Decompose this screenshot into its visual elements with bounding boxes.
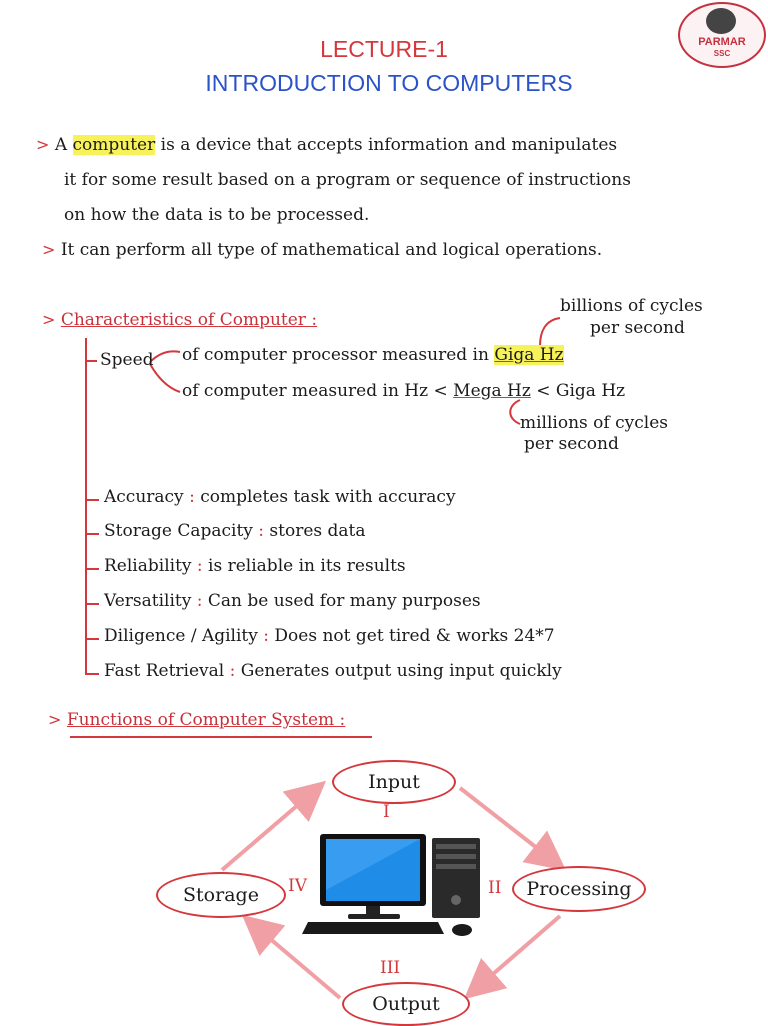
node-input: Input <box>332 760 456 804</box>
lecture-number: LECTURE-1 <box>320 36 448 62</box>
logo-subtext: SSC <box>713 49 731 58</box>
tree-branch <box>85 673 99 675</box>
bullet-arrow-icon: > <box>48 710 62 729</box>
characteristic-item: Fast Retrieval : Generates output using input quickly <box>104 661 562 681</box>
page-title: INTRODUCTION TO COMPUTERS <box>205 70 573 96</box>
bullet-arrow-icon: > <box>36 135 50 154</box>
speed-line-1: of computer processor measured in Giga Hz <box>182 345 564 365</box>
bullet-arrow-icon: > <box>42 240 56 259</box>
characteristic-item: Reliability : is reliable in its results <box>104 556 406 576</box>
intro-line-4: > It can perform all type of mathematical and logical operations. <box>42 240 603 260</box>
desktop-computer-icon <box>300 830 490 942</box>
roman-iii: III <box>380 958 401 978</box>
logo-text: PARMAR <box>698 36 746 48</box>
characteristic-item: Storage Capacity : stores data <box>104 521 366 541</box>
characteristics-heading: > Characteristics of Computer : <box>42 310 318 330</box>
node-processing: Processing <box>512 866 646 912</box>
roman-ii: II <box>488 878 502 898</box>
tree-branch <box>85 603 99 605</box>
node-output: Output <box>342 982 470 1026</box>
tree-branch <box>85 533 99 535</box>
note-billions-2: per second <box>590 318 685 338</box>
heading-underline <box>70 736 372 738</box>
characteristic-item: Accuracy : completes task with accuracy <box>104 487 456 507</box>
roman-i: I <box>383 802 390 822</box>
keyword-mega-hz: Mega Hz <box>453 381 531 401</box>
tree-branch <box>85 568 99 570</box>
keyword-giga-hz: Giga Hz <box>494 345 564 365</box>
characteristic-item: Diligence / Agility : Does not get tired & works 24*7 <box>104 626 555 646</box>
speed-line-2: of computer measured in Hz < Mega Hz < Giga Hz <box>182 381 626 401</box>
tree-branch <box>85 499 99 501</box>
roman-iv: IV <box>288 876 307 896</box>
intro-line-1: > A computer is a device that accepts information and manipulates <box>36 135 618 155</box>
note-billions-1: billions of cycles <box>560 296 703 316</box>
node-storage: Storage <box>156 872 286 918</box>
tree-branch <box>85 638 99 640</box>
intro-line-3: on how the data is to be processed. <box>64 205 370 225</box>
keyword-computer: computer <box>72 135 156 155</box>
functions-heading: > Functions of Computer System : <box>48 710 346 730</box>
note-millions-1: millions of cycles <box>520 413 668 433</box>
intro-line-2: it for some result based on a program or sequence of instructions <box>64 170 631 190</box>
characteristic-item: Versatility : Can be used for many purposes <box>104 591 481 611</box>
speed-label: Speed <box>100 350 154 370</box>
bullet-arrow-icon: > <box>42 310 56 329</box>
note-millions-2: per second <box>524 434 619 454</box>
